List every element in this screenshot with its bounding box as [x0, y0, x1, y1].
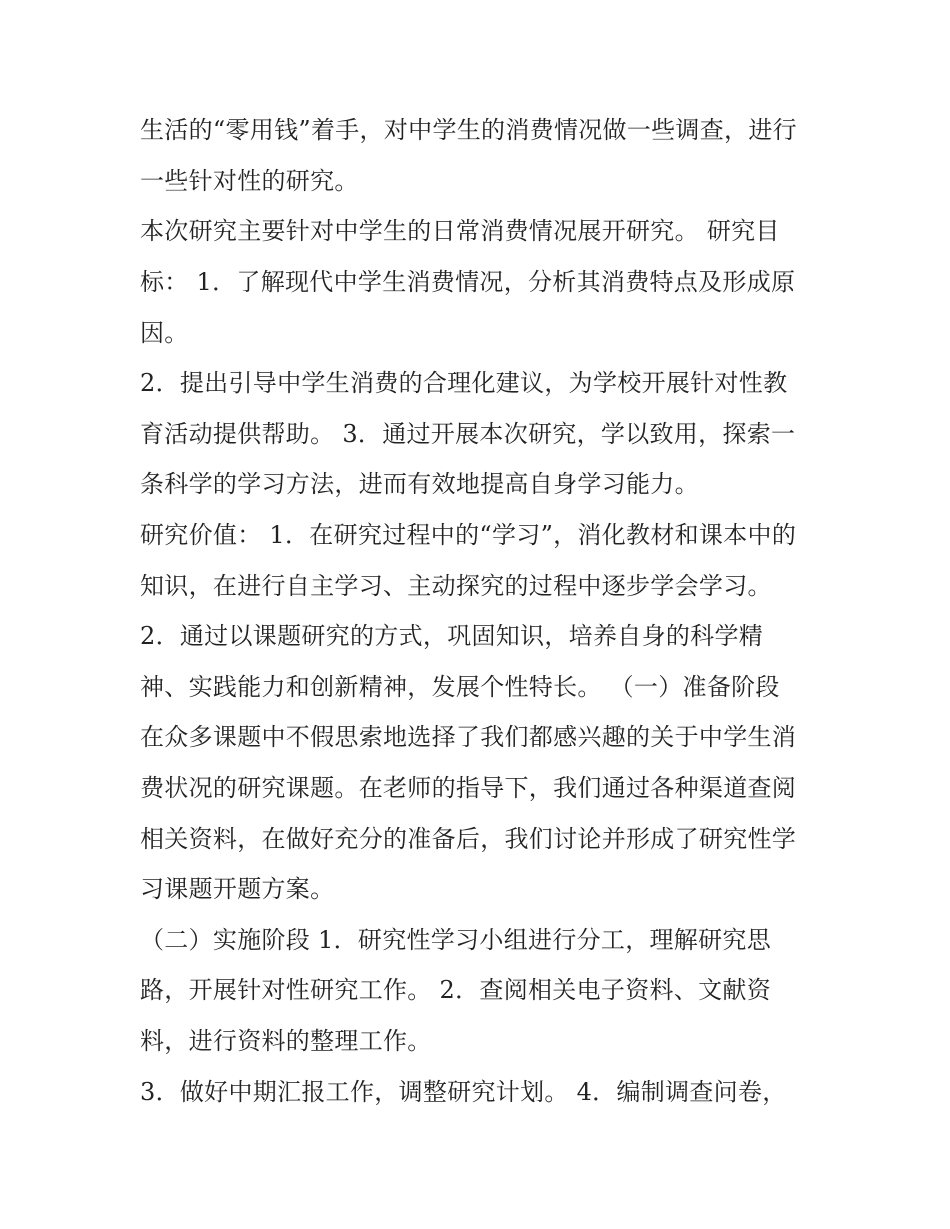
text-line: 料，进行资料的整理工作。: [140, 1027, 432, 1055]
text-line: 因。: [140, 319, 189, 347]
text-line: 在众多课题中不假思索地选择了我们都感兴趣的关于中学生消: [140, 723, 797, 751]
text-line: 本次研究主要针对中学生的日常消费情况展开研究。 研究目: [140, 217, 780, 245]
text-line: 标： 1．了解现代中学生消费情况，分析其消费特点及形成原: [140, 268, 796, 296]
text-line: 2．通过以课题研究的方式，巩固知识，培养自身的科学精: [140, 622, 764, 650]
text-line: 2．提出引导中学生消费的合理化建议，为学校开展针对性教: [140, 369, 788, 397]
text-line: （二）实施阶段 1．研究性学习小组进行分工，理解研究思: [140, 926, 771, 954]
text-line: 育活动提供帮助。 3．通过开展本次研究，学以致用，探索一: [140, 420, 796, 448]
text-line: 相关资料，在做好充分的准备后，我们讨论并形成了研究性学: [140, 825, 797, 853]
text-line: 条科学的学习方法，进而有效地提高自身学习能力。: [140, 470, 699, 498]
text-line: 路，开展针对性研究工作。 2．查阅相关电子资料、文献资: [140, 976, 771, 1004]
text-line: 研究价值： 1．在研究过程中的“学习”，消化教材和课本中的: [140, 521, 797, 549]
text-line: 习课题开题方案。: [140, 875, 335, 903]
text-line: 生活的“零用钱”着手，对中学生的消费情况做一些调查，进行: [140, 116, 797, 144]
text-line: 费状况的研究课题。在老师的指导下，我们通过各种渠道查阅: [140, 774, 797, 802]
text-line: 3．做好中期汇报工作，调整研究计划。 4．编制调查问卷，: [140, 1078, 787, 1106]
text-line: 知识，在进行自主学习、主动探究的过程中逐步学会学习。: [140, 572, 772, 600]
text-line: 神、实践能力和创新精神，发展个性特长。 （一）准备阶段: [140, 673, 780, 701]
text-line: 一些针对性的研究。: [140, 167, 359, 195]
